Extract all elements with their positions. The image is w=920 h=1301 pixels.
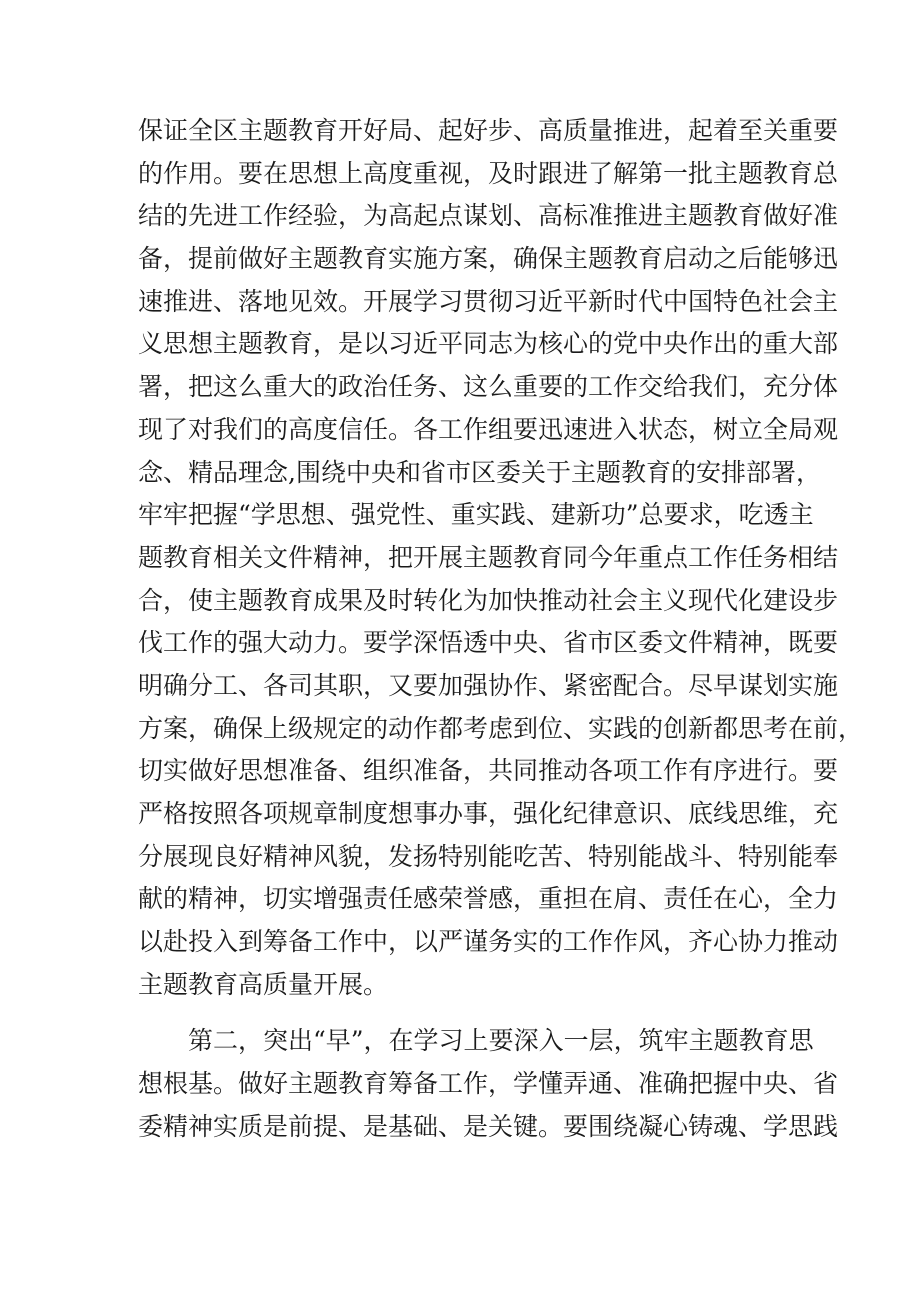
text-line: 伐工作的强大动力。要学深悟透中央、省市区委文件精神，既要 (138, 628, 839, 658)
text-line: 明确分工、各司其职，又要加强协作、紧密配合。尽早谋划实施 (138, 670, 839, 700)
text-line: 委精神实质是前提、是基础、是关键。要围绕凝心铸魂、学思践 (138, 1111, 839, 1141)
text-line: 主题教育高质量开展。 (138, 969, 389, 999)
text-line: 牢牢把握“学思想、强党性、重实践、建新功”总要求，吃透主 (138, 500, 814, 530)
text-line: 署，把这么重大的政治任务、这么重要的工作交给我们，充分体 (138, 372, 839, 402)
text-line: 结的先进工作经验，为高起点谋划、高标准推进主题教育做好准 (138, 201, 839, 231)
paragraph-2 (138, 1020, 839, 1148)
text-line: 想根基。做好主题教育筹备工作，学懂弄通、准确把握中央、省 (138, 1069, 839, 1099)
text-line: 保证全区主题教育开好局、起好步、高质量推进，起着至关重要 (138, 116, 839, 145)
text-line: 速推进、落地见效。开展学习贯彻习近平新时代中国特色社会主 (138, 286, 839, 316)
text-line: 的作用。要在思想上高度重视，及时跟进了解第一批主题教育总 (138, 158, 839, 188)
text-line: 分展现良好精神风貌，发扬特别能吃苦、特别能战斗、特别能奉 (138, 841, 839, 871)
text-line: 义思想主题教育，是以习近平同志为核心的党中央作出的重大部 (138, 329, 839, 359)
text-line: 现了对我们的高度信任。各工作组要迅速进入状态，树立全局观 (138, 414, 839, 444)
text-line: 备，提前做好主题教育实施方案，确保主题教育启动之后能够迅 (138, 244, 839, 274)
text-line: 合，使主题教育成果及时转化为加快推动社会主义现代化建设步 (138, 585, 839, 615)
text-line: 题教育相关文件精神，把开展主题教育同今年重点工作任务相结 (138, 542, 839, 572)
text-line: 切实做好思想准备、组织准备，共同推动各项工作有序进行。要 (138, 756, 839, 786)
document-body (138, 110, 864, 1149)
text-line: 念、精品理念,围绕中央和省市区委关于主题教育的安排部署， (138, 457, 821, 487)
text-line: 方案，确保上级规定的动作都考虑到位、实践的创新都思考在前， (138, 713, 864, 743)
text-line: 以赴投入到筹备工作中，以严谨务实的工作作风，齐心协力推动 (138, 927, 839, 957)
text-line: 第二，突出“早”，在学习上要深入一层，筑牢主题教育思 (188, 1026, 814, 1056)
text-line: 严格按照各项规章制度想事办事，强化纪律意识、底线思维，充 (138, 799, 839, 828)
paragraph-1 (138, 110, 864, 1006)
text-line: 献的精神，切实增强责任感荣誉感，重担在肩、责任在心，全力 (138, 884, 839, 914)
paragraph-spacer (138, 1006, 784, 1020)
